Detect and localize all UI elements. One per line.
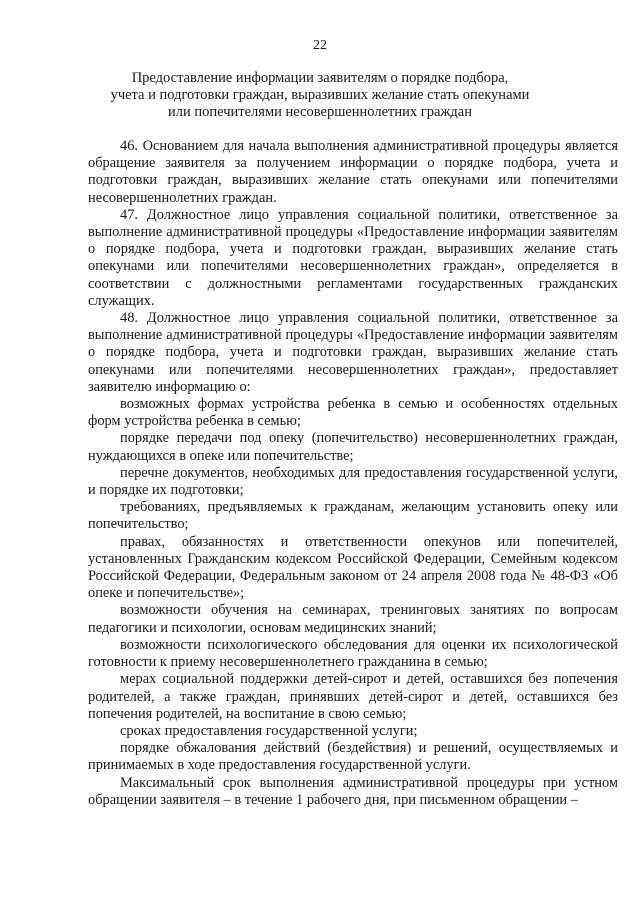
- list-item: возможности обучения на семинарах, тренинговых занятиях по вопросам педагогики и психологии, основам медицинских знаний;: [88, 602, 618, 636]
- list-item: перечне документов, необходимых для предоставления государственной услуги, и порядке их подготовки;: [88, 464, 618, 499]
- heading-line: Предоставление информации заявителям о порядке подбора,: [131, 70, 509, 86]
- page-number: 22: [313, 38, 327, 53]
- heading-line: учета и подготовки граждан, выразивших желание стать опекунами: [110, 87, 530, 103]
- list-item: мерах социальной поддержки детей-сирот и детей, оставшихся без попечения родителей, а также граждан, принявших детей-сирот и детей, оставшихся без попечения родителей, на воспитание в свою семью;: [88, 671, 618, 722]
- list-item: возможности психологического обследования для оценки их психологической готовности к приему несовершеннолетнего гражданина в семью;: [88, 636, 618, 671]
- heading-line: или попечителями несовершеннолетних граждан: [167, 104, 472, 120]
- section-heading: [90, 70, 550, 121]
- list-item: требованиях, предъявляемых к гражданам, желающим установить опеку или попечительство;: [88, 499, 618, 533]
- document-body: [88, 138, 618, 809]
- list-item: порядке передачи под опеку (попечительство) несовершеннолетних граждан, нуждающихся в опеке или попечительстве;: [88, 430, 618, 464]
- paragraph-48: 48. Должностное лицо управления социальной политики, ответственное за выполнение административной процедуры «Предоставление информации заявителям о порядке подбора, учета и подготовки граждан, выразивших желание стать опекунами или попечителями несовершеннолетних граждан», предоставляет заявителю информацию о:: [88, 310, 618, 395]
- list-item: порядке обжалования действий (бездействия) и решений, осуществляемых и принимаемых в ходе предоставления государственной услуги.: [88, 740, 618, 774]
- paragraph-47: 47. Должностное лицо управления социальной политики, ответственное за выполнение административной процедуры «Предоставление информации заявителям о порядке подбора, учета и подготовки граждан, выразивших желание стать опекунами или попечителями несовершеннолетних граждан», определяется в соответствии с должностными регламентами государственных гражданских служащих.: [88, 206, 618, 309]
- list-item: сроках предоставления государственной услуги;: [120, 722, 418, 739]
- list-item: правах, обязанностях и ответственности опекунов или попечителей, установленных Гражданским кодексом Российской Федерации, Семейным кодексом Российской Федерации, Федеральным законом от 24 апреля 2008 года № 48-ФЗ «Об опеке и попечительстве»;: [88, 533, 618, 602]
- closing-paragraph: Максимальный срок выполнения административной процедуры при устном обращении заявителя – в течение 1 рабочего дня, при письменном обращении –: [88, 774, 618, 808]
- list-item: возможных формах устройства ребенка в семью и особенностях отдельных форм устройства ребенка в семью;: [88, 396, 618, 430]
- paragraph-46: 46. Основанием для начала выполнения административной процедуры является обращение заявителя за получением информации о порядке подбора, учета и подготовки граждан, выразивших желание стать опекунами или попечителями несовершеннолетних граждан.: [88, 138, 618, 206]
